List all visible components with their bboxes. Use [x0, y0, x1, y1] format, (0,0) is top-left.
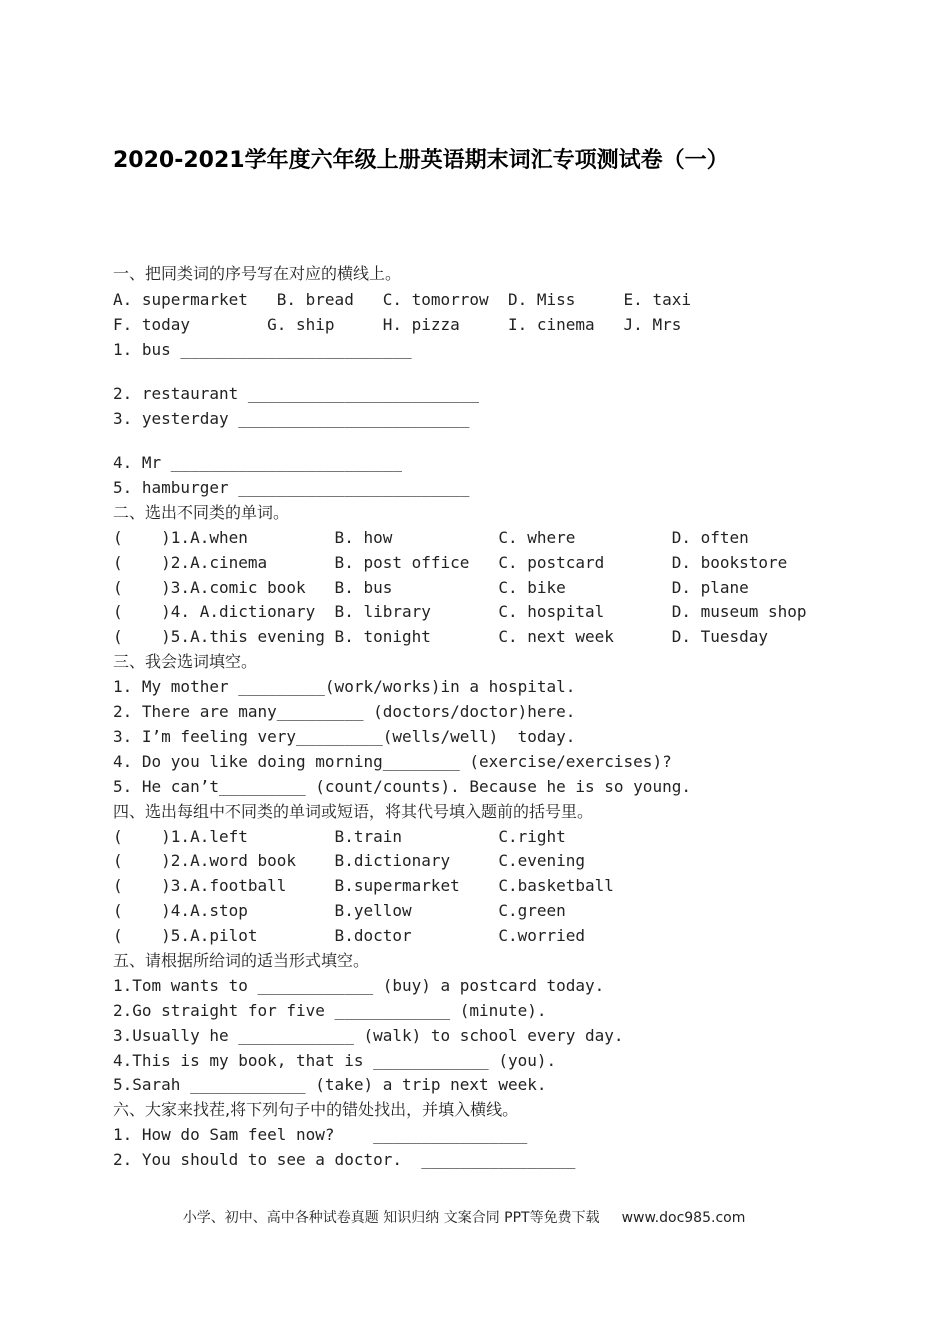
section-1-item: 3. yesterday ________________________: [113, 409, 470, 428]
section-3-item: 4. Do you like doing morning________ (exercise/exercises)?: [113, 752, 672, 771]
section-3-item: 3. I’m feeling very_________(wells/well) today.: [113, 727, 576, 746]
section-2-item: ( )4. A.dictionary B. library C. hospital D. museum shop: [113, 602, 807, 621]
section-3-item: 1. My mother _________(work/works)in a hospital.: [113, 677, 576, 696]
section-4-heading: 四、选出每组中不同类的单词或短语，将其代号填入题前的括号里。: [113, 802, 594, 821]
section-4-item: ( )4.A.stop B.yellow C.green: [113, 901, 566, 920]
page-footer: [165, 1191, 745, 1243]
section-6-item: 1. How do Sam feel now? ________________: [113, 1125, 528, 1144]
section-2-item: ( )3.A.comic book B. bus C. bike D. plane: [113, 578, 749, 597]
footer-text: 小学、初中、高中各种试卷真题 知识归纳 文案合同 PPT等免费下载: [182, 1210, 600, 1226]
page-title: 2020-2021学年度六年级上册英语期末词汇专项测试卷（一）: [113, 148, 729, 173]
section-4-item: ( )3.A.football B.supermarket C.basketball: [113, 876, 614, 895]
section-1-item: 1. bus ________________________: [113, 340, 412, 359]
section-1-options-row-2: F. today G. ship H. pizza I. cinema J. Mrs: [113, 315, 682, 334]
section-3-heading: 三、我会选词填空。: [113, 652, 258, 671]
section-1-heading: 一、把同类词的序号写在对应的横线上。: [113, 264, 402, 283]
section-5-item: 5.Sarah ____________ (take) a trip next week.: [113, 1075, 547, 1094]
section-3-item: 5. He can’t_________ (count/counts). Because he is so young.: [113, 777, 691, 796]
section-2-item: ( )2.A.cinema B. post office C. postcard D. bookstore: [113, 553, 788, 572]
section-3-item: 2. There are many_________ (doctors/doctor)here.: [113, 702, 576, 721]
section-6-heading: 六、大家来找茬,将下列句子中的错处找出，并填入横线。: [113, 1100, 519, 1119]
section-1-options-row-1: A. supermarket B. bread C. tomorrow D. Miss E. taxi: [113, 290, 691, 309]
section-4-item: ( )5.A.pilot B.doctor C.worried: [113, 926, 586, 945]
section-4-item: ( )2.A.word book B.dictionary C.evening: [113, 851, 586, 870]
section-1-item: 4. Mr ________________________: [113, 453, 402, 472]
section-1-item: 2. restaurant ________________________: [113, 384, 480, 403]
section-5-item: 2.Go straight for five ____________ (minute).: [113, 1001, 547, 1020]
section-5-item: 3.Usually he ____________ (walk) to school every day.: [113, 1026, 624, 1045]
footer-url-link[interactable]: www.doc985.com: [621, 1210, 746, 1226]
section-5-item: 1.Tom wants to ____________ (buy) a postcard today.: [113, 976, 605, 995]
section-2-item: ( )1.A.when B. how C. where D. often: [113, 528, 749, 547]
section-5-heading: 五、请根据所给词的适当形式填空。: [113, 951, 370, 970]
section-2-heading: 二、选出不同类的单词。: [113, 503, 290, 522]
section-5-item: 4.This is my book, that is ____________ (you).: [113, 1051, 557, 1070]
section-4-item: ( )1.A.left B.train C.right: [113, 827, 566, 846]
section-6-item: 2. You should to see a doctor. ________________: [113, 1150, 576, 1169]
section-2-item: ( )5.A.this evening B. tonight C. next week D. Tuesday: [113, 627, 769, 646]
section-1-item: 5. hamburger ________________________: [113, 478, 470, 497]
